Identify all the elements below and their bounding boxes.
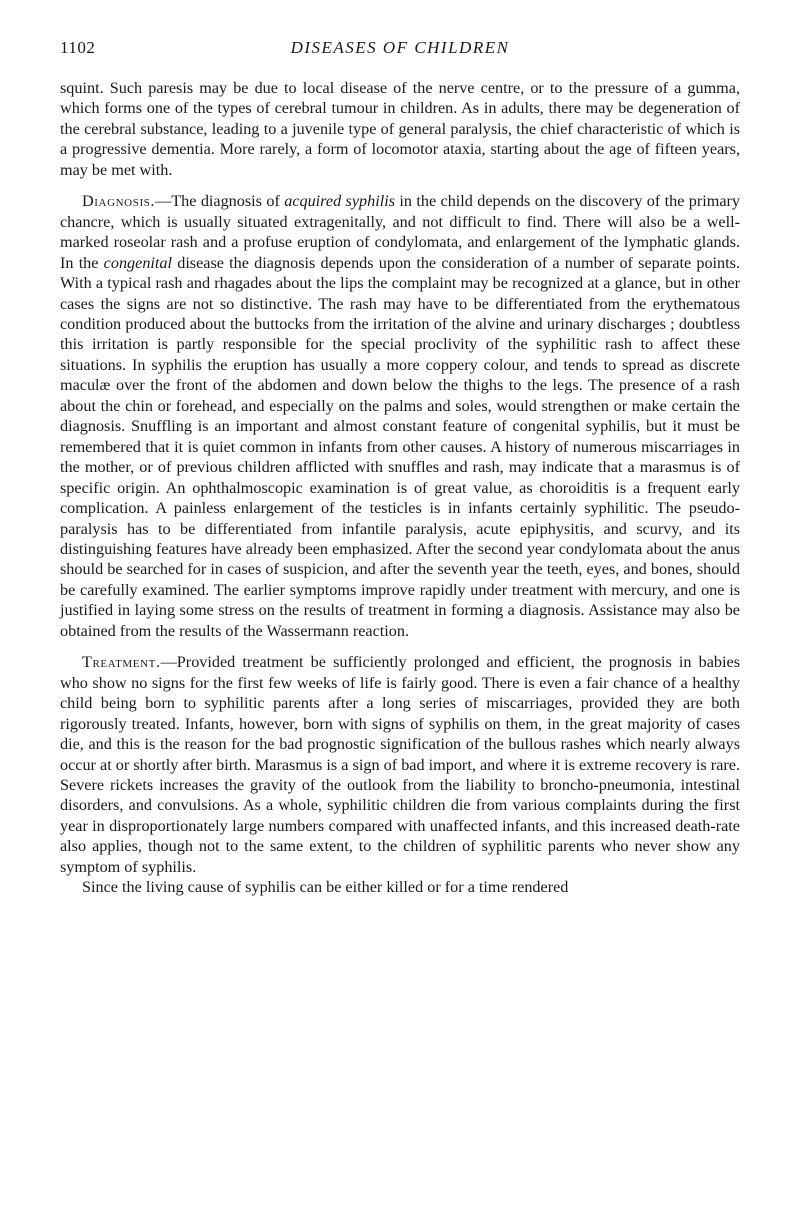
treatment-text: —Provided treatment be sufficiently prolonged and efficient, the prognosis in babies who show no signs for the first few weeks of life is fairly good. There is even a fair chance of a healthy child being born to syphilitic parents after a long series of miscarriages, provided they are both rigorously treated. Infants, however, born with signs of syphilis on them, in the great majority of cases die, and this is the reason for the bad prognostic signification of the bullous rashes which nearly always occur at or shortly after birth. Marasmus is a sign of bad import, and where it is extreme recovery is rare. Severe rickets increases the gravity of the outlook from the liability to broncho-pneumonia, intestinal disorders, and convulsions. As a whole, syphilitic children die from various complaints during the first year in disproportionately large numbers compared with unaffected infants, and this increased death-rate also applies, though not to the same extent, to the children of syphilitic parents who never show any symptom of syphilis. xyxy=(60,653,740,876)
running-title: DISEASES OF CHILDREN xyxy=(290,38,510,57)
page-number: 1102 xyxy=(60,38,96,57)
paragraph-squint: squint. Such paresis may be due to local disease of the nerve centre, or to the pressure of a gumma, which forms one of the types of cerebral tumour in children. As in adults, there may be degeneration of the cerebral substance, leading to a juvenile type of general paralysis, the chief characteristic of which is a progressive dementia. More rarely, a form of locomotor ataxia, starting about the age of fifteen years, may be met with. xyxy=(60,79,740,179)
body-text xyxy=(60,78,740,898)
diagnosis-text-1: —The diagnosis of xyxy=(155,192,285,211)
diagnosis-emphasis-congenital: congenital xyxy=(103,253,173,272)
diagnosis-emphasis-acquired: acquired syphilis xyxy=(284,192,396,211)
running-head xyxy=(60,38,740,64)
book-page xyxy=(60,38,740,898)
diagnosis-heading: Diagnosis. xyxy=(82,192,156,211)
diagnosis-text-3: disease the diagnosis depends upon the consideration of a number of separate points. With a typical rash and rhagades about the lips the complaint may be recognized at a glance, but in other cases the signs are not so distinctive. The rash may have to be differentiated from the erythematous condition produced about the buttocks from the irritation of the alvine and urinary discharges ; doubtless this irritation is partly responsible for the special proclivity of the syphilitic rash to affect these situations. In syphilis the eruption has usually a more coppery colour, and tends to spread as discrete maculæ over the front of the abdomen and down below the thighs to the legs. The presence of a rash about the chin or forehead, and especially on the palms and soles, would strengthen or make certain the diagnosis. Snuffling is an important and almost constant feature of congenital syphilis, but it must be remembered that it is quiet common in infants from other causes. A history of numerous miscarriages in the mother, or of previous children afflicted with snuffles and rash, may indicate that a marasmus is of specific origin. An ophthalmoscopic examination is of great value, as choroiditis is a frequent early complication. A painless enlargement of the testicles is in infants certainly syphilitic. The pseudo-paralysis has to be differentiated from infantile paralysis, acute epiphysitis, and scurvy, and its distinguishing features have already been emphasized. After the second year condylomata about the anus should be searched for in cases of suspicion, and after the seventh year the teeth, eyes, and bones, should be carefully examined. The earlier symptoms improve rapidly under treatment with mercury, and one is justified in laying some stress on the results of treatment in forming a diagnosis. Assistance may also be obtained from the results of the Wassermann reaction. xyxy=(60,253,740,640)
diagnosis-text-2: in the child depends on the discovery of the primary chancre, which is usually situated extragenitally, and not difficult to find. There will also be a well-marked roseolar rash and a profuse eruption of condylomata, and enlargement of the lymphatic glands. In the xyxy=(60,192,740,272)
paragraph-closing: Since the living cause of syphilis can be either killed or for a time rendered xyxy=(82,878,569,897)
paragraph-diagnosis xyxy=(60,191,740,641)
paragraph-treatment xyxy=(60,652,740,877)
treatment-heading: Treatment. xyxy=(82,653,161,672)
